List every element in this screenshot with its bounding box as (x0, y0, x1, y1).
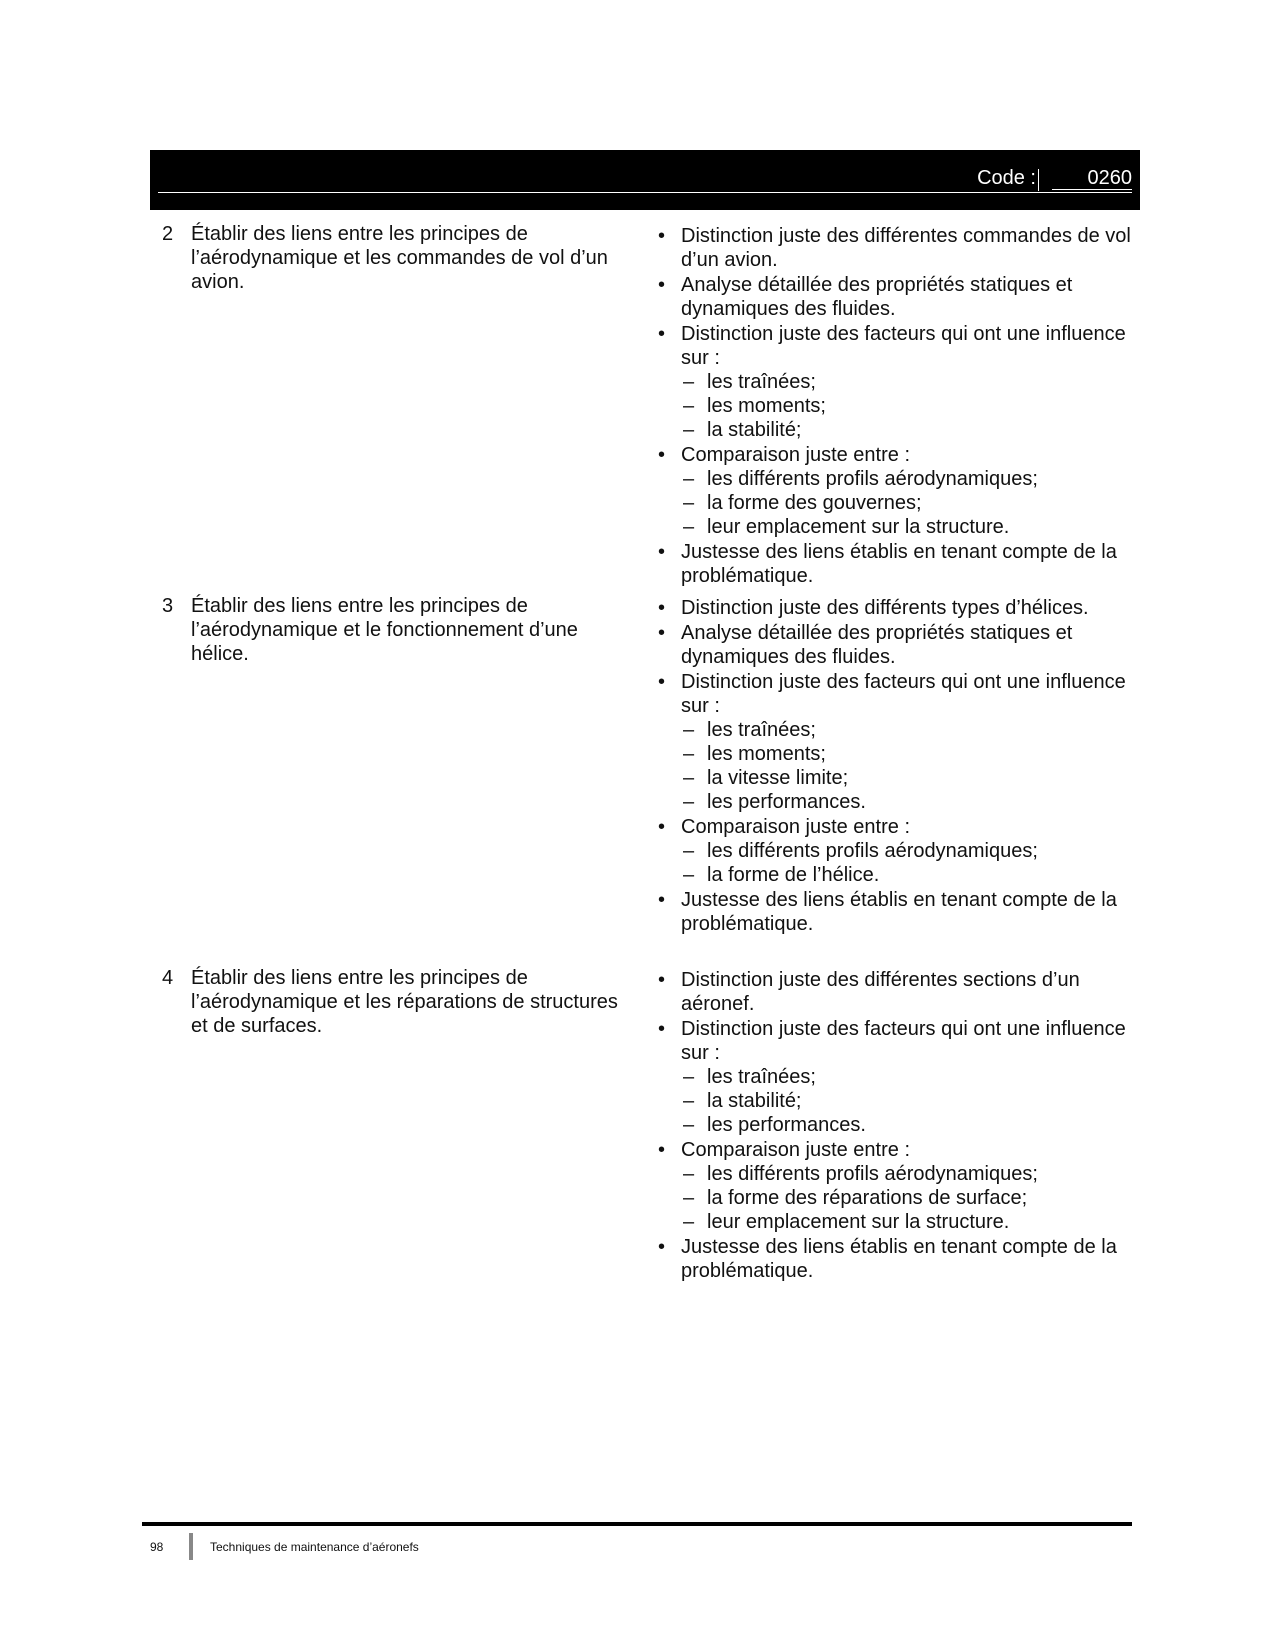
criterion: • Justesse des liens établis en tenant compte de la problématique. (655, 540, 1135, 588)
footer-divider (189, 1533, 193, 1560)
sub-list (681, 1065, 1135, 1137)
section-number: 3 (162, 595, 174, 617)
section-title: Établir des liens entre les principes de l’aérodynamique et les réparations de structures et de surfaces. (191, 967, 618, 1037)
sub-list (681, 839, 1135, 887)
criterion: • Distinction juste des différentes commandes de vol d’un avion. (655, 224, 1135, 272)
sub-item: – les moments; (681, 394, 1135, 418)
criterion: • Justesse des liens établis en tenant compte de la problématique. (655, 1235, 1135, 1283)
sub-item: – les performances. (681, 790, 1135, 814)
section-number: 2 (162, 223, 174, 245)
criterion: • Comparaison juste entre : – les différents profils aérodynamiques; – la forme des réparations de surface; – leur emplacement sur la structure. (655, 1138, 1135, 1234)
criterion: • Analyse détaillée des propriétés statiques et dynamiques des fluides. (655, 621, 1135, 669)
header-rule (158, 192, 1132, 193)
sub-item: – les performances. (681, 1113, 1135, 1137)
sub-item: – la vitesse limite; (681, 766, 1135, 790)
sub-item: – les différents profils aérodynamiques; (681, 467, 1135, 491)
sub-item: – les différents profils aérodynamiques; (681, 1162, 1135, 1186)
criterion: • Distinction juste des différentes sections d’un aéronef. (655, 968, 1135, 1016)
sub-list (681, 467, 1135, 539)
section-title: Établir des liens entre les principes de l’aérodynamique et le fonctionnement d’une hélice. (191, 595, 578, 665)
code-value: 0260 (1052, 167, 1132, 190)
section-number: 4 (162, 967, 174, 989)
sub-list (681, 718, 1135, 814)
criterion: • Distinction juste des facteurs qui ont une influence sur : – les traînées; – la stabilité; – les performances. (655, 1017, 1135, 1137)
sub-item: – les traînées; (681, 370, 1135, 394)
footer-rule (142, 1522, 1132, 1526)
section-title: Établir des liens entre les principes de l’aérodynamique et les commandes de vol d’un avion. (191, 223, 608, 293)
sub-item: – leur emplacement sur la structure. (681, 515, 1135, 539)
code-separator (1038, 169, 1039, 191)
criterion: • Distinction juste des facteurs qui ont une influence sur : – les traînées; – les moments; – la stabilité; (655, 322, 1135, 442)
document-title: Techniques de maintenance d’aéronefs (210, 1540, 419, 1554)
criterion: • Comparaison juste entre : – les différents profils aérodynamiques; – la forme de l’hélice. (655, 815, 1135, 887)
page-number: 98 (150, 1540, 164, 1554)
sub-item: – la forme de l’hélice. (681, 863, 1135, 887)
sub-item: – leur emplacement sur la structure. (681, 1210, 1135, 1234)
sub-list (681, 370, 1135, 442)
criterion: • Distinction juste des facteurs qui ont une influence sur : – les traînées; – les moments; – la vitesse limite; – les performances. (655, 670, 1135, 814)
criterion: • Analyse détaillée des propriétés statiques et dynamiques des fluides. (655, 273, 1135, 321)
sub-item: – les traînées; (681, 1065, 1135, 1089)
sub-item: – la stabilité; (681, 418, 1135, 442)
sub-item: – les traînées; (681, 718, 1135, 742)
criterion: • Comparaison juste entre : – les différents profils aérodynamiques; – la forme des gouvernes; – leur emplacement sur la structure. (655, 443, 1135, 539)
criteria-list (655, 968, 1135, 1284)
sub-item: – les différents profils aérodynamiques; (681, 839, 1135, 863)
criterion: • Distinction juste des différents types d’hélices. (655, 596, 1135, 620)
sub-list (681, 1162, 1135, 1234)
header-bar (150, 150, 1140, 210)
sub-item: – la forme des réparations de surface; (681, 1186, 1135, 1210)
criteria-list (655, 224, 1135, 589)
sub-item: – la stabilité; (681, 1089, 1135, 1113)
sub-item: – les moments; (681, 742, 1135, 766)
criteria-list (655, 596, 1135, 937)
code-label: Code : (977, 167, 1036, 189)
sub-item: – la forme des gouvernes; (681, 491, 1135, 515)
criterion: • Justesse des liens établis en tenant compte de la problématique. (655, 888, 1135, 936)
